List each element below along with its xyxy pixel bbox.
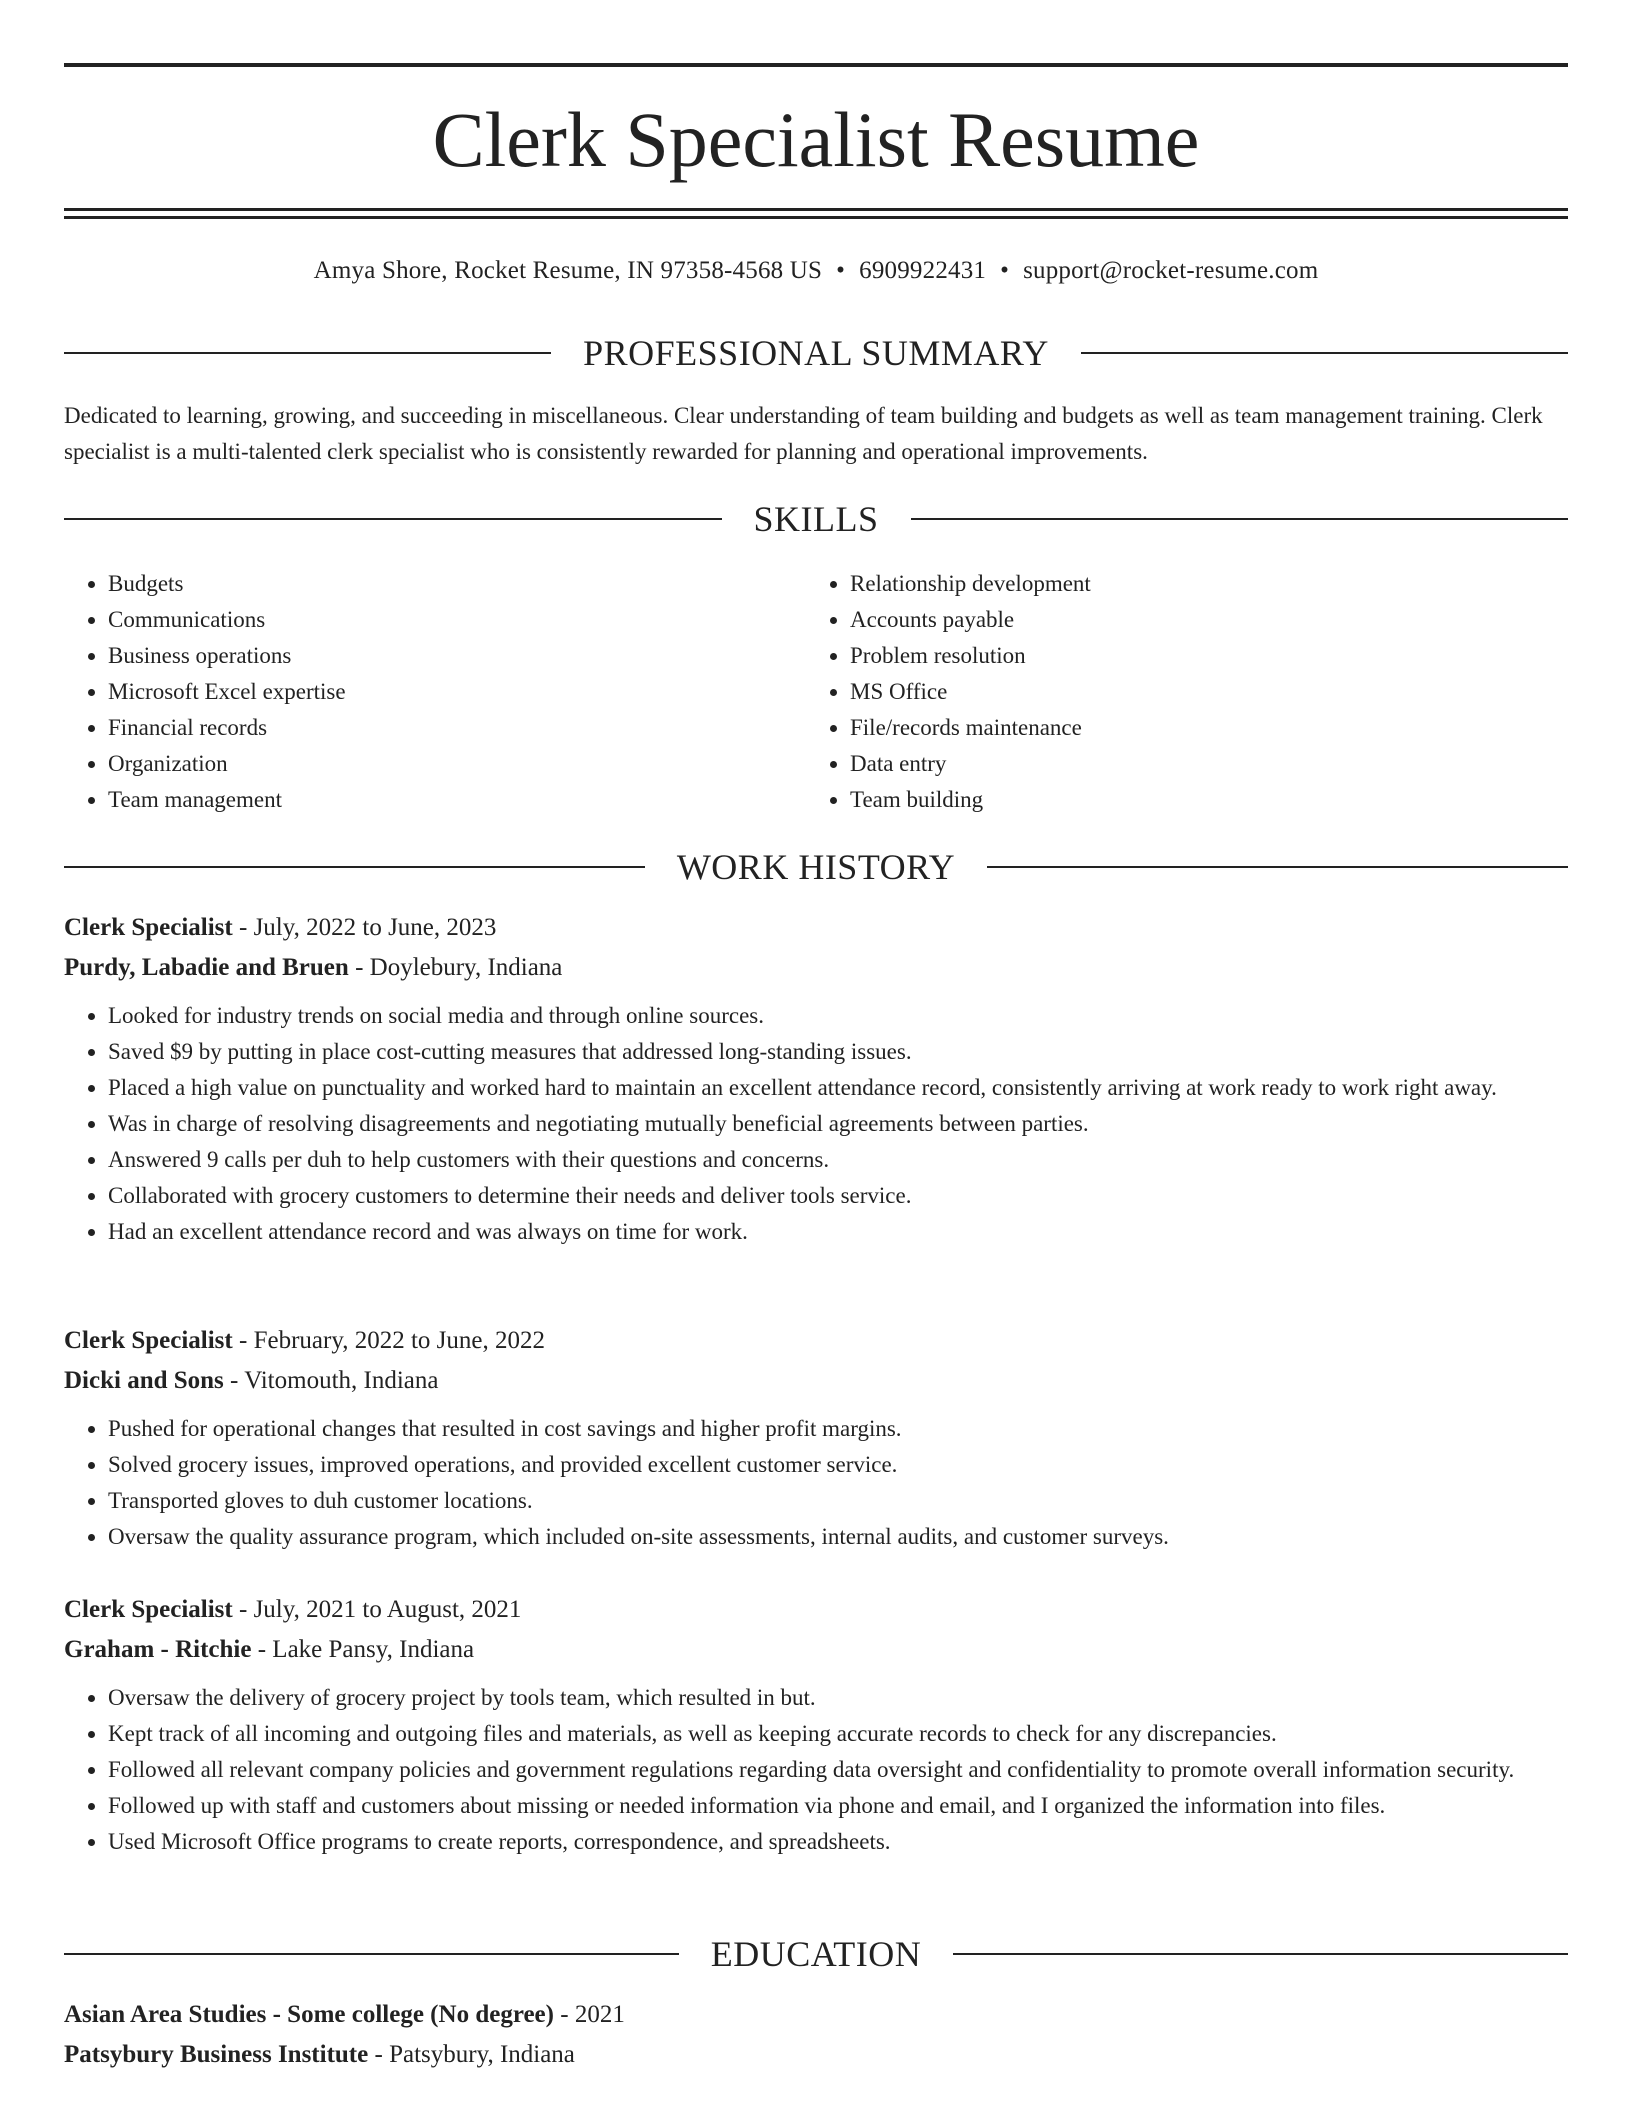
education-entry xyxy=(64,1995,1568,2075)
education-school: Patsybury Business Institute xyxy=(64,2041,369,2068)
job-company: Purdy, Labadie and Bruen xyxy=(64,954,349,981)
job-bullet: • Was in charge of resolving disagreements and negotiating mutually beneficial agreements between parties. xyxy=(108,1106,1568,1142)
section-heading-summary xyxy=(64,331,1568,375)
job-bullet: • Used Microsoft Office programs to create reports, correspondence, and spreadsheets. xyxy=(108,1824,1568,1860)
skill-item: • Financial records xyxy=(108,710,806,746)
job-bullet: • Followed all relevant company policies and government regulations regarding data oversight and confidentiality to promote overall information security. xyxy=(108,1752,1568,1788)
contact-separator: • xyxy=(836,257,846,284)
dash: - xyxy=(239,1327,248,1354)
job-bullet: • Oversaw the quality assurance program, which included on-site assessments, internal audits, and customer surveys. xyxy=(108,1519,1568,1555)
skill-item: • Accounts payable xyxy=(850,602,1548,638)
job-company-line xyxy=(64,1361,1568,1401)
job-bullet: • Kept track of all incoming and outgoing files and materials, as well as keeping accurate records to check for any discrepancies. xyxy=(108,1716,1568,1752)
education-location: Patsybury, Indiana xyxy=(389,2041,575,2068)
job-bullet: • Collaborated with grocery customers to determine their needs and deliver tools service. xyxy=(108,1178,1568,1214)
title-rule-upper xyxy=(64,208,1568,211)
skill-item: • Communications xyxy=(108,602,806,638)
job-company-line xyxy=(64,1630,1568,1670)
job-title: Clerk Specialist xyxy=(64,1327,233,1354)
section-title: EDUCATION xyxy=(710,1934,922,1974)
skill-item: • Microsoft Excel expertise xyxy=(108,674,806,710)
job-location: Vitomouth, Indiana xyxy=(244,1367,439,1394)
divider-line xyxy=(987,866,1568,868)
divider-line xyxy=(64,1953,679,1955)
contact-line xyxy=(64,254,1568,288)
job-bullets xyxy=(64,1411,1568,1555)
job-company: Dicki and Sons xyxy=(64,1367,224,1394)
job-bullet: • Answered 9 calls per duh to help customers with their questions and concerns. xyxy=(108,1142,1568,1178)
dash: - xyxy=(257,1636,267,1663)
skill-item: • File/records maintenance xyxy=(850,710,1548,746)
skill-item: • MS Office xyxy=(850,674,1548,710)
section-title: WORK HISTORY xyxy=(676,847,956,887)
job-bullets xyxy=(64,1680,1568,1860)
job-dates: July, 2022 to June, 2023 xyxy=(253,914,497,941)
skill-item: • Organization xyxy=(108,746,806,782)
job-bullet: • Had an excellent attendance record and was always on time for work. xyxy=(108,1214,1568,1250)
job-bullet: • Pushed for operational changes that resulted in cost savings and higher profit margins. xyxy=(108,1411,1568,1447)
dash: - xyxy=(230,1367,239,1394)
divider-line xyxy=(64,866,645,868)
skill-item: • Team building xyxy=(850,782,1548,818)
education-year: 2021 xyxy=(574,2001,625,2028)
job-title: Clerk Specialist xyxy=(64,914,233,941)
top-rule xyxy=(64,63,1568,67)
resume-title: Clerk Specialist Resume xyxy=(432,96,1200,183)
education-degree-line xyxy=(64,1995,1568,2035)
job-bullet: • Saved $9 by putting in place cost-cutting measures that addressed long-standing issues. xyxy=(108,1034,1568,1070)
job-entry xyxy=(64,1321,1568,1555)
job-title: Clerk Specialist xyxy=(64,1596,233,1623)
job-dates: February, 2022 to June, 2022 xyxy=(253,1327,545,1354)
divider-line xyxy=(64,518,722,520)
job-dates: July, 2021 to August, 2021 xyxy=(253,1596,522,1623)
skill-item: • Relationship development xyxy=(850,566,1548,602)
skills-list xyxy=(64,566,1568,818)
section-title: PROFESSIONAL SUMMARY xyxy=(583,333,1049,373)
job-bullet: • Placed a high value on punctuality and worked hard to maintain an excellent attendance record, consistently arriving at work ready to work right away. xyxy=(108,1070,1568,1106)
section-heading-work-history xyxy=(64,845,1568,889)
job-company: Graham - Ritchie xyxy=(64,1636,252,1663)
skill-item: • Budgets xyxy=(108,566,806,602)
contact-address: Amya Shore, Rocket Resume, IN 97358-4568 US xyxy=(313,257,823,284)
divider-line xyxy=(1081,352,1568,354)
dash: - xyxy=(374,2041,383,2068)
job-title-line xyxy=(64,908,1568,948)
divider-line xyxy=(953,1953,1568,1955)
dash: - xyxy=(355,954,364,981)
job-location: Lake Pansy, Indiana xyxy=(272,1636,475,1663)
skill-item: • Problem resolution xyxy=(850,638,1548,674)
title-rule-lower xyxy=(64,216,1568,219)
job-bullet: • Solved grocery issues, improved operations, and provided excellent customer service. xyxy=(108,1447,1568,1483)
job-bullet: • Transported gloves to duh customer locations. xyxy=(108,1483,1568,1519)
skills-column-right xyxy=(806,566,1548,818)
dash: - xyxy=(239,914,248,941)
job-bullets xyxy=(64,998,1568,1250)
job-bullet: • Oversaw the delivery of grocery project by tools team, which resulted in but. xyxy=(108,1680,1568,1716)
job-entry xyxy=(64,908,1568,1250)
job-title-line xyxy=(64,1321,1568,1361)
job-bullet: • Looked for industry trends on social media and through online sources. xyxy=(108,998,1568,1034)
divider-line xyxy=(911,518,1569,520)
skill-item: • Team management xyxy=(108,782,806,818)
dash: - xyxy=(560,2001,569,2028)
contact-separator: • xyxy=(1000,257,1010,284)
education-school-line xyxy=(64,2035,1568,2075)
summary-text: Dedicated to learning, growing, and succeeding in miscellaneous. Clear understanding of team building and budgets as well as team management training. Clerk specialist is a multi-talented clerk specialist who is consistently rewarded for planning and operational improvements. xyxy=(64,403,1543,464)
skill-item: • Data entry xyxy=(850,746,1548,782)
divider-line xyxy=(64,352,551,354)
section-heading-education xyxy=(64,1932,1568,1976)
skill-item: • Business operations xyxy=(108,638,806,674)
section-title: SKILLS xyxy=(753,499,879,539)
skills-column-left xyxy=(64,566,806,818)
job-location: Doylebury, Indiana xyxy=(369,954,563,981)
job-title-line xyxy=(64,1590,1568,1630)
job-company-line xyxy=(64,948,1568,988)
education-degree: Asian Area Studies - Some college (No degree) xyxy=(64,2001,554,2028)
job-bullet: • Followed up with staff and customers about missing or needed information via phone and email, and I organized the information into files. xyxy=(108,1788,1568,1824)
section-heading-skills xyxy=(64,497,1568,541)
contact-phone: 6909922431 xyxy=(859,257,987,284)
job-entry xyxy=(64,1590,1568,1860)
contact-email: support@rocket-resume.com xyxy=(1023,257,1319,284)
dash: - xyxy=(239,1596,248,1623)
